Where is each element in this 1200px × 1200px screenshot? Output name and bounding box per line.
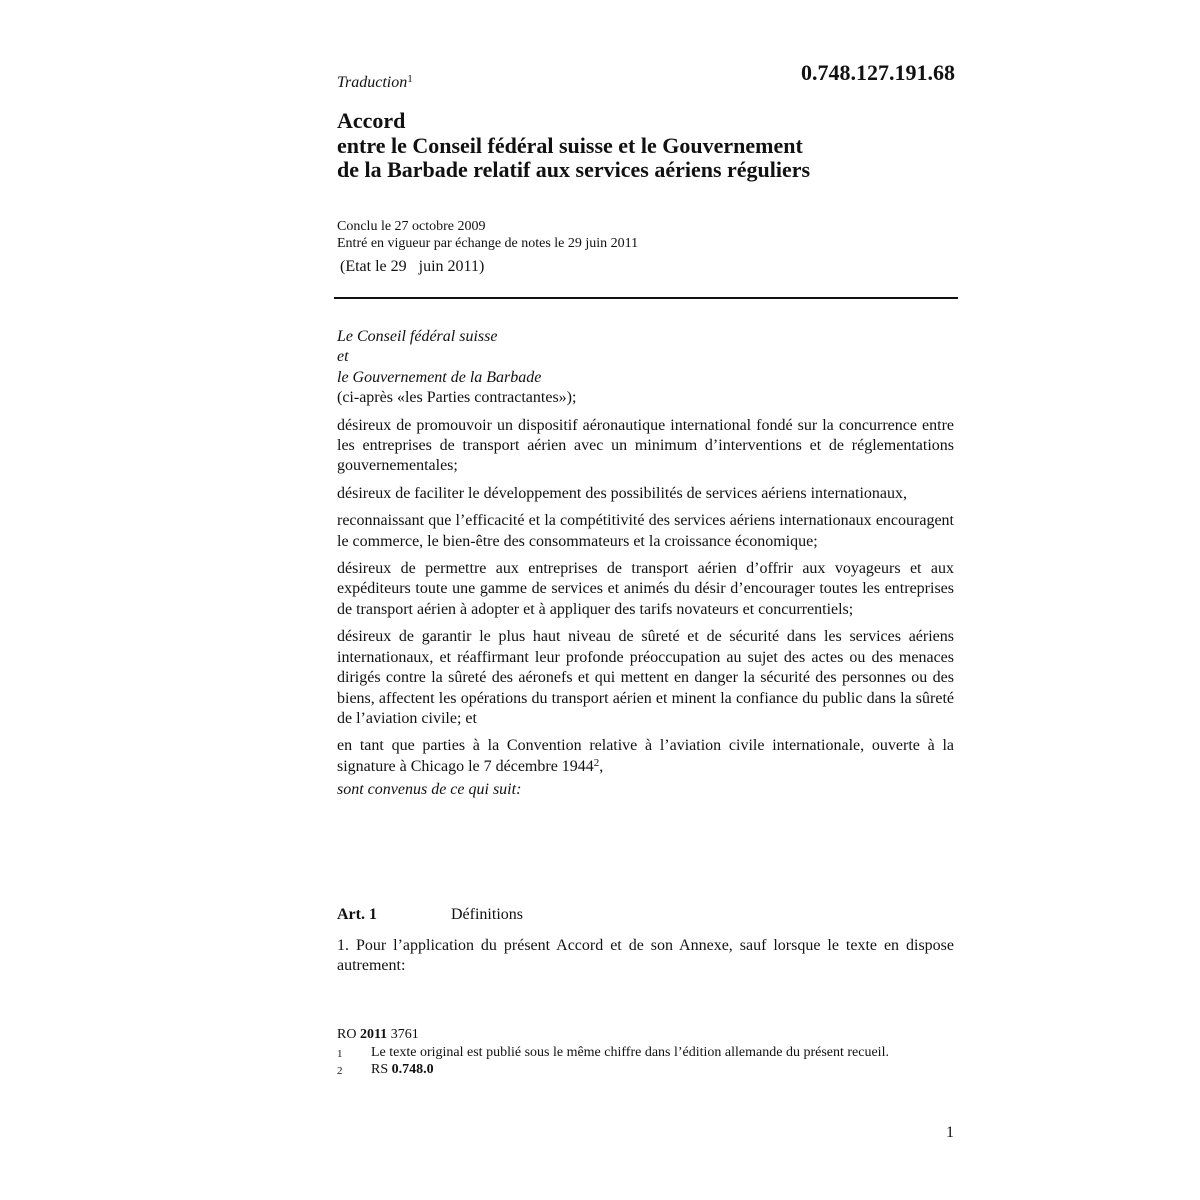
document-title — [337, 109, 957, 183]
article-paragraph-1: 1. Pour l’application du présent Accord et de son Annexe, sauf lorsque le texte en dispose autrement: — [337, 937, 954, 975]
header-divider — [334, 297, 958, 299]
footnote-ref-2[interactable]: 2 — [593, 756, 600, 769]
conjunction: et — [337, 348, 349, 366]
preamble-paragraph-6 — [337, 736, 954, 777]
title-line-2: entre le Conseil fédéral suisse et le Gouvernement — [337, 132, 803, 158]
rs-reference[interactable]: 0.748.0 — [391, 1062, 434, 1077]
ro-year: 2011 — [359, 1027, 388, 1042]
preamble — [337, 327, 954, 801]
footnote-number: 1 — [337, 1048, 343, 1060]
footnote-text — [371, 1062, 957, 1078]
article-number: Art. 1 — [337, 906, 377, 923]
preamble-paragraph-2: désireux de faciliter le développement des possibilités de services aériens internationaux, — [337, 484, 908, 502]
rs-prefix: RS — [371, 1062, 389, 1077]
party-2: le Gouvernement de la Barbade — [337, 368, 542, 386]
entry-into-force: Entré en vigueur par échange de notes le 29 juin 2011 — [337, 236, 639, 251]
ro-prefix: RO — [337, 1027, 357, 1042]
preamble-paragraph-4: désireux de permettre aux entreprises de transport aérien d’offrir aux voyageurs et aux expéditeurs toute une gamme de services et animés du désir d’encourager toutes les entreprises de transport aérien à adopter et à appliquer des tarifs novateurs et concurrentiels; — [337, 560, 954, 618]
footnotes — [337, 1027, 957, 1079]
preamble-paragraph-1: désireux de promouvoir un dispositif aéronautique international fondé sur la concurrence entre les entreprises de transport aérien avec un minimum d’interventions et de réglementations gouvernementales; — [337, 416, 954, 475]
hereafter-clause: (ci-après «les Parties contractantes»); — [337, 389, 577, 407]
footnote-text: Le texte original est publié sous le même chiffre dans l’édition allemande du présent recueil. — [371, 1045, 889, 1060]
translation-label — [337, 73, 413, 92]
party-1: Le Conseil fédéral suisse — [337, 328, 498, 345]
title-line-3: de la Barbade relatif aux services aériens réguliers — [337, 157, 811, 182]
title-line-1: Accord — [337, 108, 406, 133]
footnote-1 — [337, 1045, 957, 1062]
preamble-paragraph-6-end: , — [599, 757, 604, 775]
preamble-closing: sont convenus de ce qui suit: — [337, 781, 522, 799]
footnote-number: 2 — [337, 1065, 343, 1077]
preamble-paragraph-5: désireux de garantir le plus haut niveau de sûreté et de sécurité dans les services aériens internationaux, et réaffirmant leur profonde préoccupation au sujet des actes ou des menaces dirigés contre la sûreté des aéronefs et qui mettent en danger la sécurité des personnes ou des biens, affectent les opérations du transport aérien et minent la confiance du public dans la sûreté de l’aviation civile; et — [337, 628, 954, 727]
state-date: (Etat le 29 juin 2011) — [340, 258, 485, 275]
preamble-paragraph-3: reconnaissant que l’efficacité et la compétitivité des services aériens internationaux encouragent le commerce, le bien-être des consommateurs et la croissance économique; — [337, 512, 954, 550]
article-title: Définitions — [451, 906, 523, 923]
footnote-2 — [337, 1062, 957, 1079]
dates-block — [337, 218, 638, 252]
preamble-paragraph-6-text: en tant que parties à la Convention relative à l’aviation civile internationale, ouverte à la signature à Chicago le 7 décembre 1944 — [337, 737, 954, 775]
translation-text: Traduction — [337, 74, 408, 91]
article-heading — [337, 906, 523, 924]
document-number: 0.748.127.191.68 — [801, 60, 955, 85]
ro-reference — [337, 1027, 957, 1043]
footnote-ref-1[interactable]: 1 — [407, 73, 413, 85]
ro-page: 3761 — [390, 1027, 419, 1042]
concluded-date: Conclu le 27 octobre 2009 — [337, 219, 486, 234]
page-number: 1 — [946, 1124, 954, 1141]
